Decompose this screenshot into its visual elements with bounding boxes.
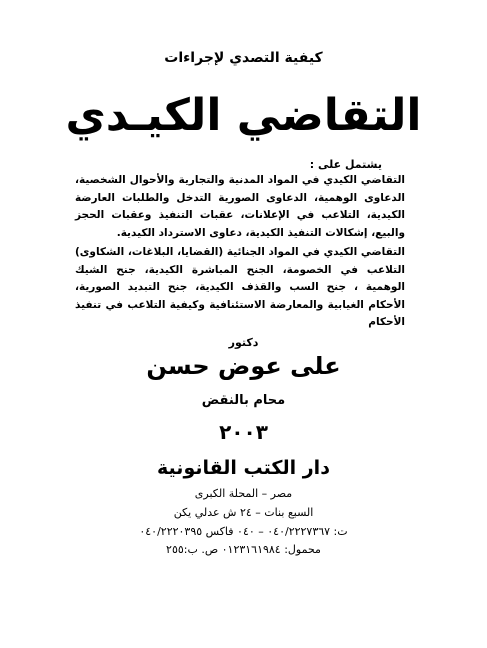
contents-paragraph-civil: التقاضي الكيدي في المواد المدنية والتجارية والأحوال الشخصية، الدعاوى الوهمية، الدعاوى الصورية التدخل والطلبات العارضة الكيدية، التلاعب في الإعلانات، عقبات التنفيذ وعقبات الحجز والبيع، إشكالات التنفيذ الكيدية، دعاوى الاسترداد الكيدية. (75, 174, 405, 239)
contents-paragraph-criminal: التقاضي الكيدي في المواد الجنائية (القضايا، البلاغات، الشكاوى) التلاعب في الخصومة، الجنح المباشرة الكيدية، جنح الشيك الوهمية ، جنح السب والقذف الكيدية، جنح التبديد الصورية، الأحكام الغيابية والمعارضة الاستئنافية وكيفية التلاعب في تنفيذ الأحكام (75, 246, 405, 328)
publication-year: ٢٠٠٣ (219, 420, 268, 444)
author-role: محام بالنقض (201, 393, 286, 408)
publisher-phone-fax: ت: ٠٤٠/٢٢٢٧٣٦٧ – ٠٤٠ فاكس ٠٤٠/٢٢٢٠٣٩٥ (139, 525, 348, 538)
contents-label: يشتمل على : (309, 158, 382, 171)
author-title: دكتور (228, 336, 259, 349)
author-name: على عوض حسن (146, 352, 341, 380)
book-subtitle: كيفية التصدي لإجراءات (164, 50, 323, 66)
publisher-name: دار الكتب القانونية (157, 457, 330, 479)
book-title: التقاضي الكيـدي (65, 90, 422, 141)
publisher-city: مصر – المحلة الكبرى (194, 487, 293, 500)
publisher-address: السبع بنات – ٢٤ ش عدلي يكن (173, 506, 314, 519)
publisher-mobile-pobox: محمول: ٠١٢٣١٦١٩٨٤ ص. ب:٢٥٥ (166, 543, 321, 556)
